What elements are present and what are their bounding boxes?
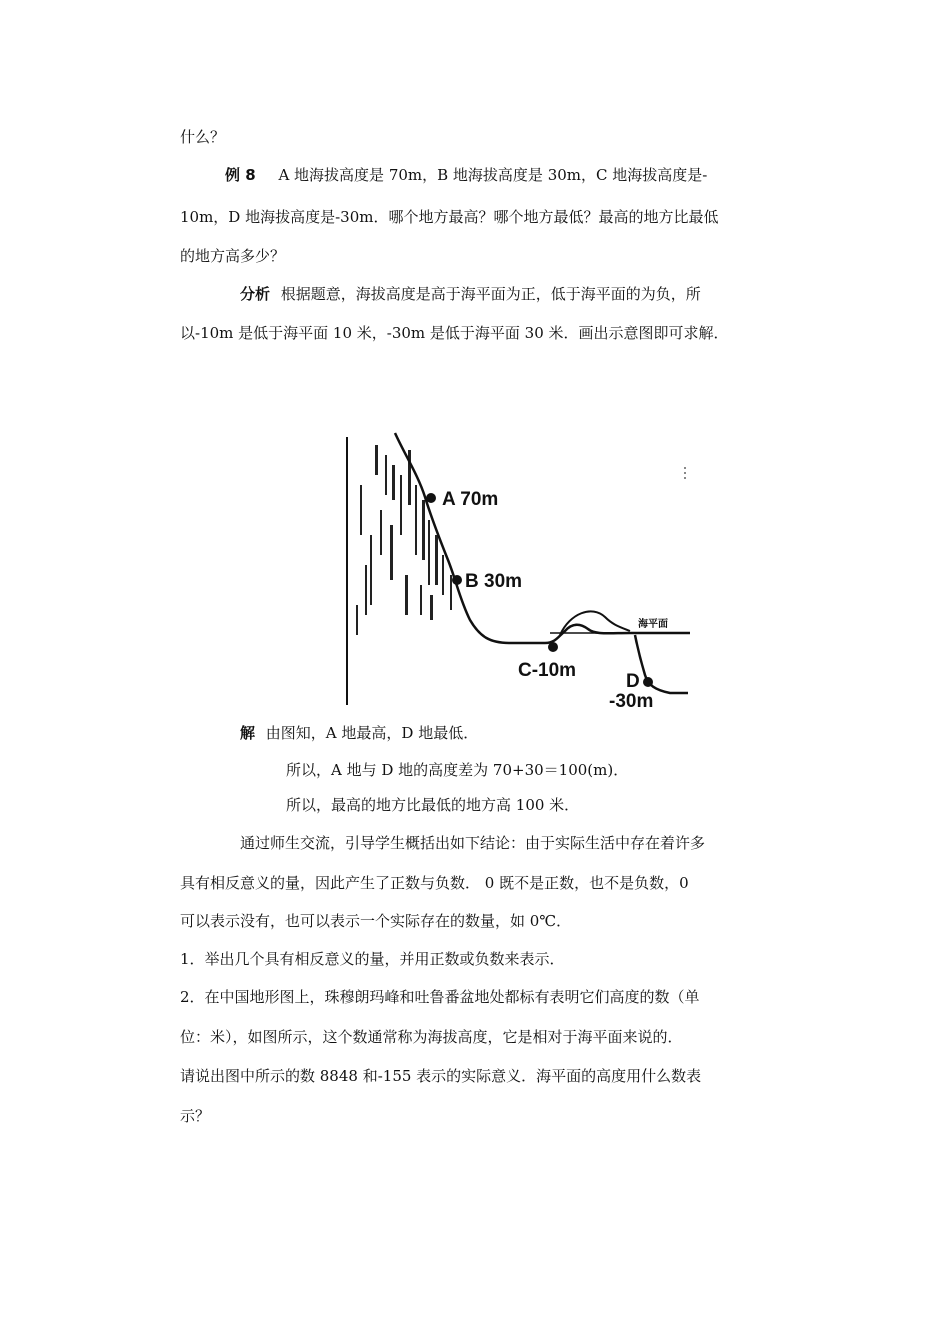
point-b-label: B 30m bbox=[465, 571, 523, 592]
text-line: 具有相反意义的量，因此产生了正数与负数． 0 既不是正数，也不是负数，0 bbox=[180, 874, 689, 892]
point-d-marker bbox=[643, 677, 653, 687]
elevation-diagram bbox=[330, 425, 690, 715]
analysis-label: 分析 bbox=[240, 285, 271, 303]
exercise-2: 2．在中国地形图上，珠穆朗玛峰和吐鲁番盆地处都标有表明它们高度的数（单 bbox=[180, 988, 700, 1006]
exercise-1: 1．举出几个具有相反意义的量，并用正数或负数来表示． bbox=[180, 950, 565, 968]
example-label: 例 8 bbox=[225, 166, 256, 184]
sea-level-label: 海平面 bbox=[638, 619, 668, 630]
example-8-line bbox=[225, 165, 707, 185]
point-b-marker bbox=[452, 575, 462, 585]
solution-line bbox=[240, 723, 478, 743]
elevation-diagram-svg bbox=[330, 425, 690, 715]
text-line: 所以，最高的地方比最低的地方高 100 米． bbox=[286, 796, 580, 814]
text-line: 以-10m 是低于海平面 10 米，-30m 是低于海平面 30 米．画出示意图即可求解． bbox=[180, 324, 729, 342]
text-line: 10m，D 地海拔高度是-30m．哪个地方最高？哪个地方最低？最高的地方比最低 bbox=[180, 208, 719, 226]
hill-texture bbox=[356, 445, 452, 635]
example-text: A 地海拔高度是 70m，B 地海拔高度是 30m，C 地海拔高度是- bbox=[278, 166, 708, 184]
text-line: 请说出图中所示的数 8848 和-155 表示的实际意义．海平面的高度用什么数表 bbox=[180, 1067, 702, 1085]
point-c-label: C-10m bbox=[518, 660, 577, 681]
text-line: 的地方高多少？ bbox=[180, 247, 286, 265]
text-line: 可以表示没有，也可以表示一个实际存在的数量，如 0℃． bbox=[180, 912, 572, 930]
solution-label: 解 bbox=[240, 724, 256, 742]
analysis-line bbox=[240, 284, 701, 304]
text-line: 什么？ bbox=[180, 128, 226, 146]
point-d-value: -30m bbox=[609, 691, 654, 712]
text-line: 所以，A 地与 D 地的高度差为 70+30＝100(m)． bbox=[286, 761, 629, 779]
text-line: 位：米），如图所示，这个数通常称为海拔高度，它是相对于海平面来说的． bbox=[180, 1028, 683, 1046]
analysis-text: 根据题意，海拔高度是高于海平面为正，低于海平面的为负，所 bbox=[280, 285, 701, 303]
point-d-label: D bbox=[626, 671, 640, 692]
point-c-marker bbox=[548, 642, 558, 652]
point-a-label: A 70m bbox=[442, 489, 499, 510]
underwater-profile bbox=[635, 635, 688, 693]
point-a-marker bbox=[426, 493, 436, 503]
terrain-profile bbox=[395, 433, 690, 643]
text-line: 示？ bbox=[180, 1107, 211, 1125]
text-line: 通过师生交流，引导学生概括出如下结论：由于实际生活中存在着许多 bbox=[240, 834, 706, 852]
solution-text: 由图知，A 地最高，D 地最低． bbox=[265, 724, 479, 742]
